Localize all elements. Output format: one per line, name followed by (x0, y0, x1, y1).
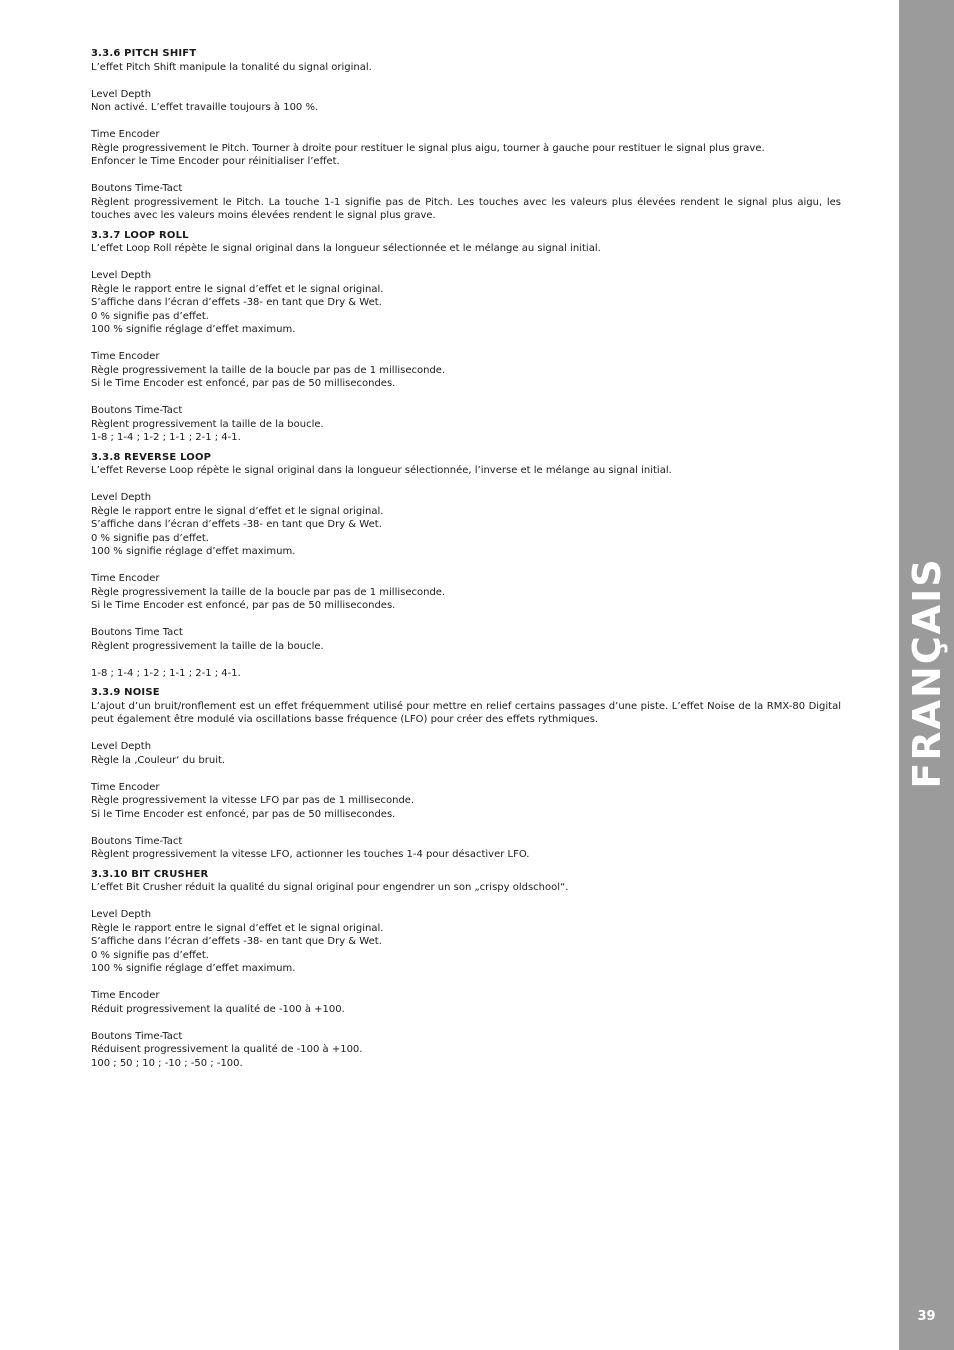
section-noise (91, 686, 841, 862)
parameter-label: Time Encoder (91, 573, 160, 584)
section-bit-crusher (91, 868, 841, 1071)
parameter-label: Boutons Time Tact (91, 627, 183, 638)
section-title: 3.3.8 REVERSE LOOP (91, 451, 212, 463)
paragraph: 100 % signifie réglage d’effet maximum. (91, 546, 296, 557)
paragraph: 1-8 ; 1-4 ; 1-2 ; 1-1 ; 2-1 ; 4-1. (91, 667, 241, 679)
parameter-label: Level Depth (91, 270, 152, 281)
parameter-label: Boutons Time-Tact (91, 405, 183, 416)
paragraph: S’affiche dans l’écran d’effets -38- en tant que Dry & Wet. (91, 936, 382, 947)
parameter-label: Time Encoder (91, 781, 160, 793)
section-loop-roll (91, 229, 841, 445)
language-label: FRANÇAIS (904, 557, 949, 789)
paragraph: Règlent progressivement la vitesse LFO, actionner les touches 1-4 pour désactiver LFO. (91, 849, 530, 860)
paragraph: S’affiche dans l’écran d’effets -38- en tant que Dry & Wet. (91, 519, 382, 530)
paragraph: 0 % signifie pas d’effet. (91, 949, 209, 961)
paragraph: 0 % signifie pas d’effet. (91, 532, 209, 544)
parameter-label: Time Encoder (91, 351, 160, 362)
parameter-label: Level Depth (91, 88, 152, 100)
section-title: 3.3.9 NOISE (91, 687, 160, 698)
paragraph: Règle le rapport entre le signal d’effet et le signal original. (91, 922, 384, 934)
paragraph: Règlent progressivement le Pitch. La touche 1-1 signifie pas de Pitch. Les touches avec les valeurs plus élevées rendent le signal plus aigu, les touches avec les valeurs moins élevées rendent le signal plus grave. (91, 196, 841, 221)
paragraph: Règle progressivement la taille de la boucle par pas de 1 milliseconde. (91, 364, 446, 376)
paragraph: Règle progressivement la vitesse LFO par pas de 1 milliseconde. (91, 795, 415, 806)
parameter-label: Time Encoder (91, 129, 160, 140)
parameter-label: Level Depth (91, 909, 152, 920)
paragraph: Règlent progressivement la taille de la boucle. (91, 418, 324, 430)
paragraph: Règle la ‚Couleur‘ du bruit. (91, 754, 226, 766)
paragraph: L’effet Reverse Loop répète le signal original dans la longueur sélectionnée, l’inverse et le mélange au signal initial. (91, 465, 672, 476)
paragraph: Enfoncer le Time Encoder pour réinitialiser l’effet. (91, 156, 340, 167)
paragraph: Règle progressivement le Pitch. Tourner à droite pour restituer le signal plus aigu, tourner à gauche pour restituer le signal plus grave. (91, 142, 765, 154)
paragraph: Si le Time Encoder est enfoncé, par pas de 50 millisecondes. (91, 600, 396, 611)
paragraph: Réduit progressivement la qualité de -100 à +100. (91, 1003, 345, 1015)
section-title: 3.3.10 BIT CRUSHER (91, 868, 209, 880)
paragraph: Si le Time Encoder est enfoncé, par pas de 50 millisecondes. (91, 378, 396, 389)
paragraph: Règlent progressivement la taille de la boucle. (91, 640, 324, 652)
parameter-label: Boutons Time-Tact (91, 1030, 183, 1042)
paragraph: 0 % signifie pas d’effet. (91, 310, 209, 322)
page-number: 39 (917, 1309, 936, 1324)
paragraph: Si le Time Encoder est enfoncé, par pas de 50 millisecondes. (91, 808, 396, 820)
paragraph: Non activé. L’effet travaille toujours à 100 %. (91, 102, 319, 113)
paragraph: S’affiche dans l’écran d’effets -38- en tant que Dry & Wet. (91, 297, 382, 308)
section-reverse-loop (91, 451, 841, 681)
parameter-label: Boutons Time-Tact (91, 835, 183, 847)
paragraph: 1-8 ; 1-4 ; 1-2 ; 1-1 ; 2-1 ; 4-1. (91, 432, 241, 443)
parameter-label: Time Encoder (91, 990, 160, 1001)
parameter-label: Level Depth (91, 741, 152, 752)
section-title: 3.3.6 PITCH SHIFT (91, 48, 197, 59)
paragraph: L’effet Bit Crusher réduit la qualité du signal original pour engendrer un son „crispy oldschool“. (91, 882, 569, 893)
parameter-label: Level Depth (91, 492, 152, 503)
section-title: 3.3.7 LOOP ROLL (91, 229, 189, 241)
paragraph: L’effet Loop Roll répète le signal original dans la longueur sélectionnée et le mélange au signal initial. (91, 243, 601, 254)
paragraph: 100 ; 50 ; 10 ; -10 ; -50 ; -100. (91, 1057, 243, 1069)
paragraph: Réduisent progressivement la qualité de -100 à +100. (91, 1044, 363, 1055)
paragraph: 100 % signifie réglage d’effet maximum. (91, 324, 296, 335)
paragraph: L’ajout d’un bruit/ronflement est un effet fréquemment utilisé pour mettre en relief certains passages d’une piste. L’effet Noise de la RMX-80 Digital peut également être modulé via oscillations basse fréquence (LFO) pour créer des effets rythmiques. (91, 700, 841, 725)
paragraph: 100 % signifie réglage d’effet maximum. (91, 963, 296, 974)
parameter-label: Boutons Time-Tact (91, 183, 183, 194)
paragraph: L’effet Pitch Shift manipule la tonalité du signal original. (91, 61, 372, 73)
language-sidebar (899, 0, 954, 1350)
paragraph: Règle le rapport entre le signal d’effet et le signal original. (91, 505, 384, 517)
paragraph: Règle progressivement la taille de la boucle par pas de 1 milliseconde. (91, 586, 446, 598)
manual-content (91, 47, 841, 1070)
paragraph: Règle le rapport entre le signal d’effet et le signal original. (91, 283, 384, 295)
section-pitch-shift (91, 47, 841, 223)
